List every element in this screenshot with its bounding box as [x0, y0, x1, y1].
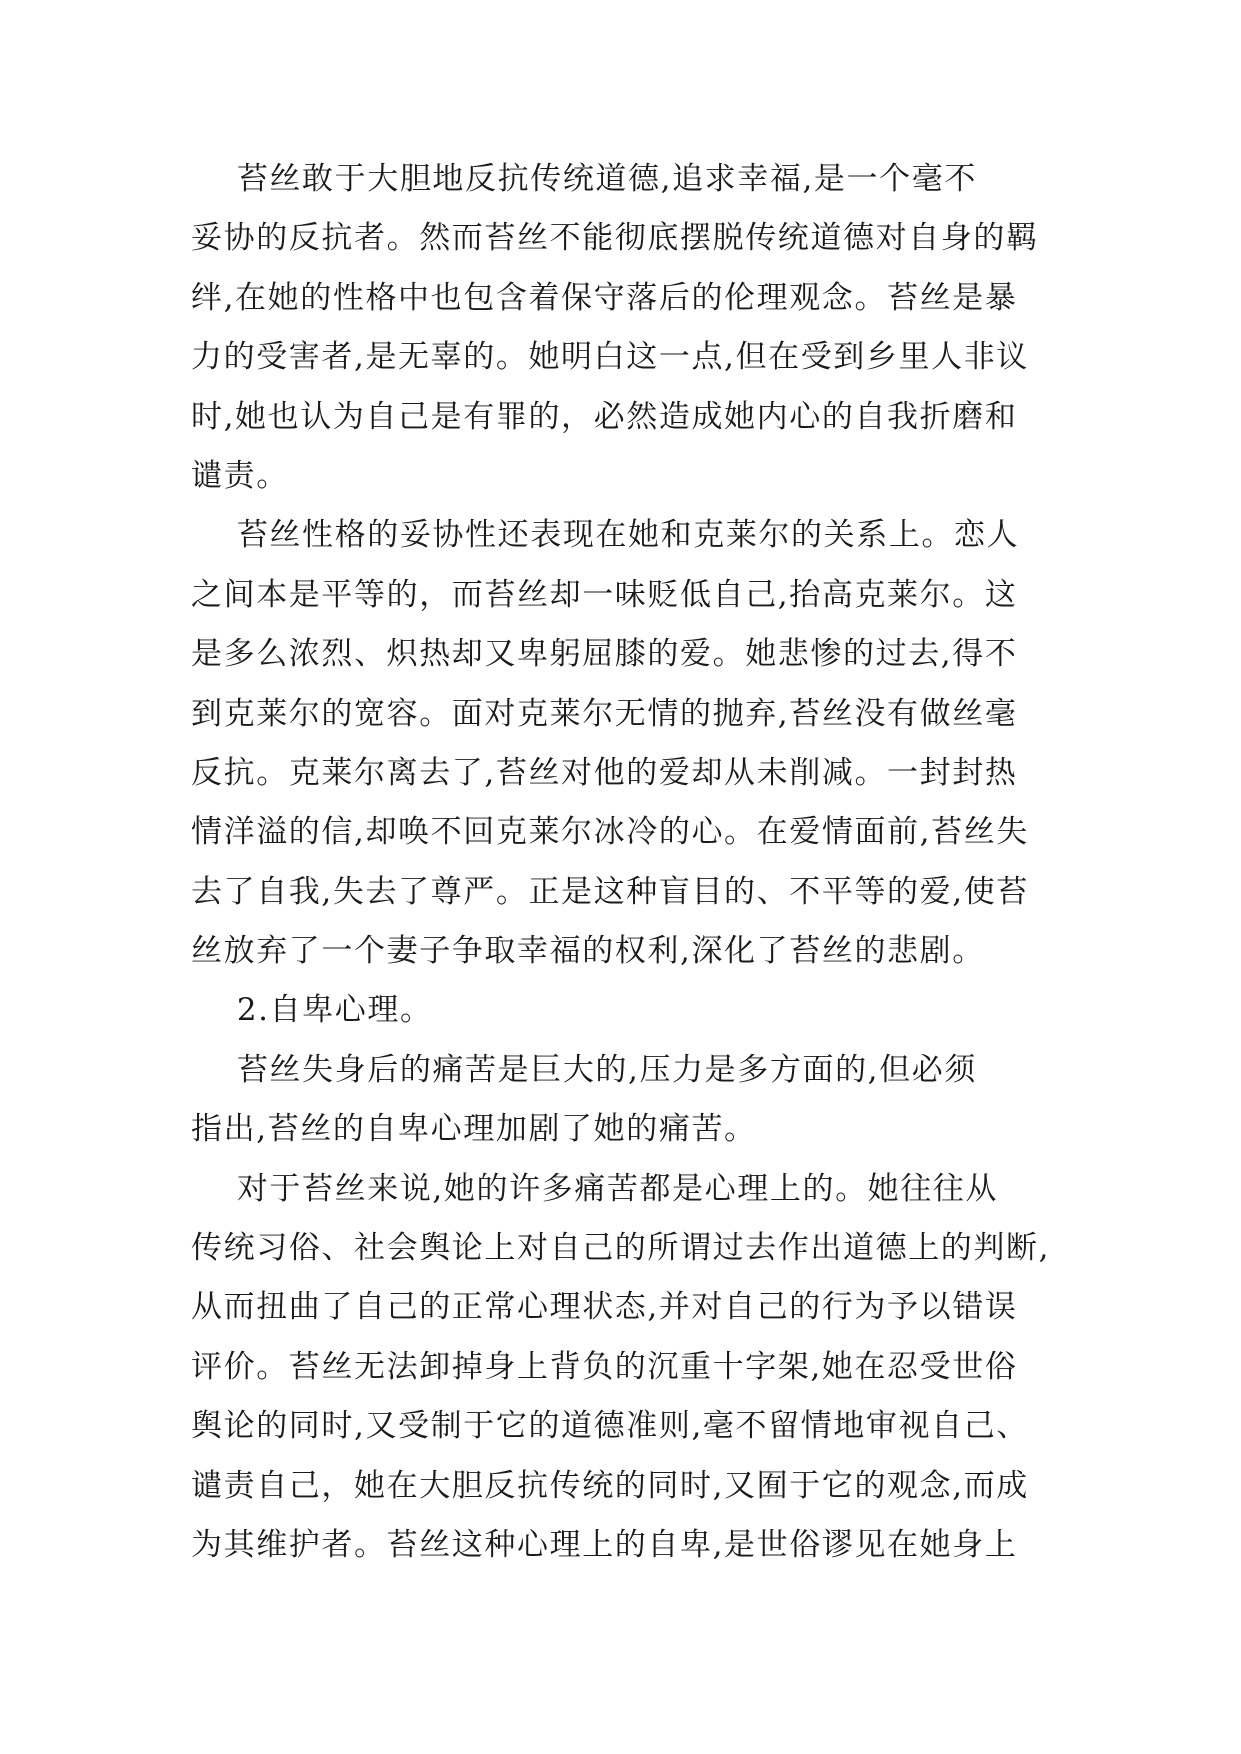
text-line: 绊,在她的性格中也包含着保守落后的伦理观念。苔丝是暴 [191, 279, 1018, 316]
text-line: 为其维护者。苔丝这种心理上的自卑,是世俗谬见在她身上 [191, 1526, 1018, 1563]
text-line: 评价。苔丝无法卸掉身上背负的沉重十字架,她在忍受世俗 [191, 1348, 1018, 1385]
text-line: 反抗。克莱尔离去了,苔丝对他的爱却从未削减。一封封热 [191, 754, 1018, 791]
text-line: 谴责自己，她在大胆反抗传统的同时,又囿于它的观念,而成 [191, 1467, 1029, 1504]
text-line: 对于苔丝来说,她的许多痛苦都是心理上的。她往往从 [191, 1170, 999, 1207]
text-line: 丝放弃了一个妻子争取幸福的权利,深化了苔丝的悲剧。 [191, 933, 985, 970]
text-line: 是多么浓烈、炽热却又卑躬屈膝的爱。她悲惨的过去,得不 [191, 636, 1018, 673]
text-line: 时,她也认为自己是有罪的，必然造成她内心的自我折磨和 [191, 398, 1018, 435]
text-line: 妥协的反抗者。然而苔丝不能彻底摆脱传统道德对自身的羁 [191, 220, 1039, 257]
text-line: 谴责。 [191, 457, 289, 494]
text-line: 到克莱尔的宽容。面对克莱尔无情的抛弃,苔丝没有做丝毫 [191, 695, 1018, 732]
text-line: 指出,苔丝的自卑心理加剧了她的痛苦。 [191, 1111, 757, 1148]
text-line: 力的受害者,是无辜的。她明白这一点,但在受到乡里人非议 [191, 339, 1029, 376]
text-line: 传统习俗、社会舆论上对自己的所谓过去作出道德上的判断, [191, 1230, 1051, 1267]
text-line: 之间本是平等的，而苔丝却一味贬低自己,抬高克莱尔。这 [191, 576, 1018, 613]
text-line: 苔丝失身后的痛苦是巨大的,压力是多方面的,但必须 [191, 1051, 977, 1088]
text-line: 情洋溢的信,却唤不回克莱尔冰冷的心。在爱情面前,苔丝失 [191, 814, 1029, 851]
text-line: 2.自卑心理。 [191, 992, 433, 1029]
body-text [191, 150, 1051, 1575]
text-line: 苔丝敢于大胆地反抗传统道德,追求幸福,是一个毫不 [191, 161, 977, 197]
text-line: 去了自我,失去了尊严。正是这种盲目的、不平等的爱,使苔 [191, 873, 1029, 910]
text-line: 苔丝性格的妥协性还表现在她和克莱尔的关系上。恋人 [191, 517, 1020, 554]
text-line: 从而扭曲了自己的正常心理状态,并对自己的行为予以错误 [191, 1289, 1018, 1326]
text-line: 舆论的同时,又受制于它的道德准则,毫不留情地审视自己、 [191, 1408, 1029, 1445]
